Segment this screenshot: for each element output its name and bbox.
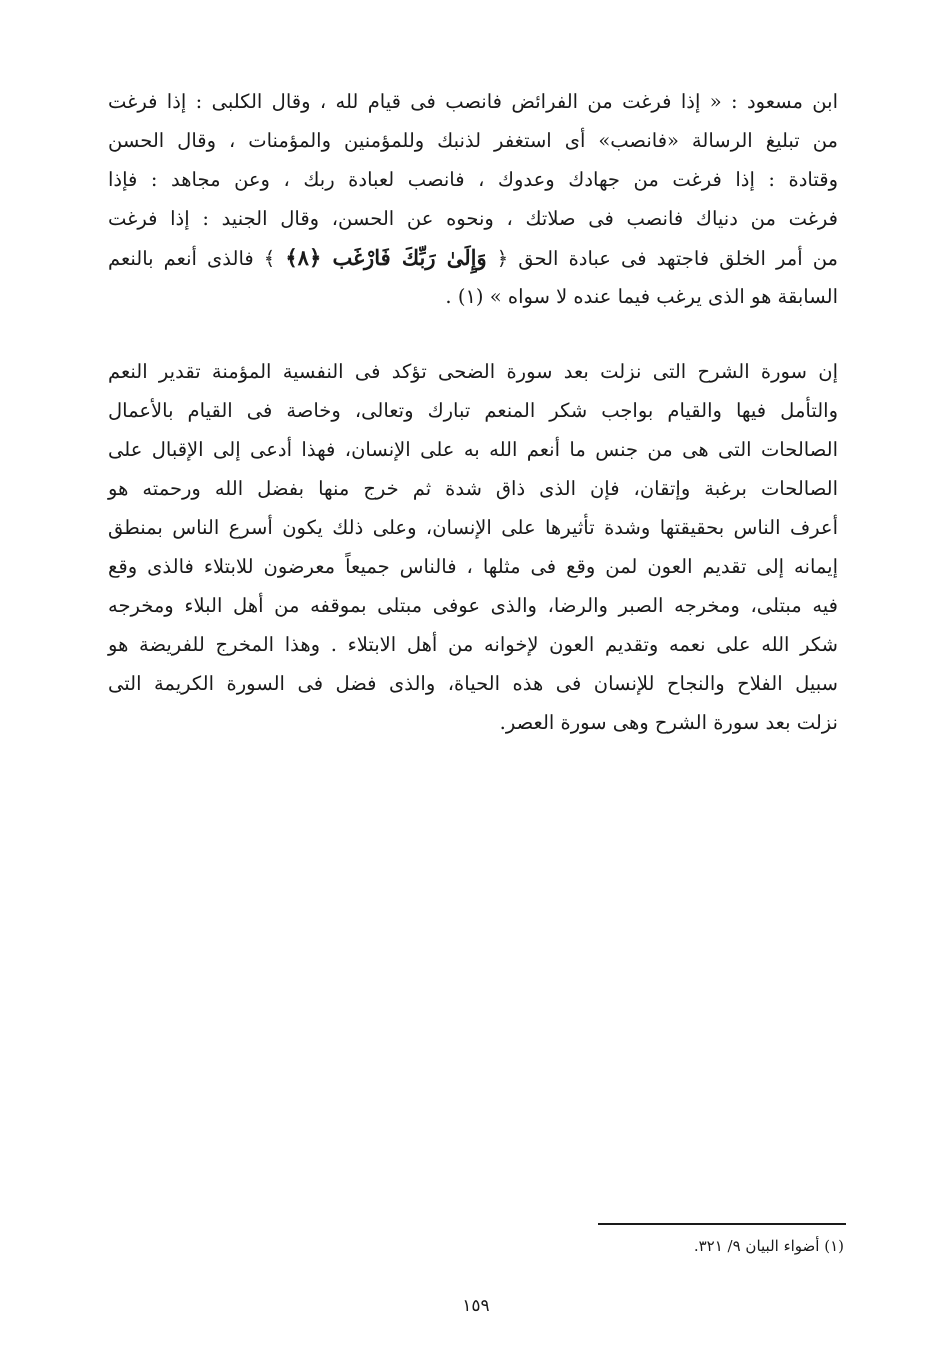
text-line: نزلت بعد سورة الشرح وهى سورة العصر. — [499, 711, 838, 734]
text-line: شكر الله على نعمه وتقديم العون لإخوانه من أهل الابتلاء . وهذا المخرج للفريضة هو — [108, 633, 838, 656]
text-line: وقتادة : إذا فرغت من جهادك وعدوك ، فانصب لعبادة ربك ، وعن مجاهد : فإذا — [108, 168, 838, 191]
paragraph-1 — [108, 82, 838, 316]
text-line: سبيل الفلاح والنجاح للإنسان فى هذه الحياة، والذى فضل فى السورة الكريمة التى — [108, 672, 838, 695]
text-segment: ﴾ فالذى أنعم بالنعم — [108, 247, 276, 270]
text-line: السابقة هو الذى يرغب فيما عنده لا سواه » (١) . — [445, 285, 838, 308]
text-line: فيه مبتلى، ومخرجه الصبر والرضا، والذى عوفى مبتلى بموقفه من أهل البلاء ومخرجه — [108, 594, 838, 617]
footnote-divider — [598, 1223, 846, 1225]
paragraph-2 — [108, 352, 838, 742]
text-line: إن سورة الشرح التى نزلت بعد سورة الضحى تؤكد فى النفسية المؤمنة تقدير النعم — [108, 360, 838, 383]
text-line: ابن مسعود : « إذا فرغت من الفرائض فانصب فى قيام لله ، وقال الكلبى : إذا فرغت — [108, 90, 838, 113]
page-number: ١٥٩ — [462, 1296, 490, 1316]
text-segment: من أمر الخلق فاجتهد فى عبادة الحق ﴿ — [496, 247, 838, 270]
text-line-with-quran-verse — [108, 238, 838, 277]
text-line: إيمانه إلى تقديم العون لمن وقع فى مثلها ، فالناس جميعاً معرضون للابتلاء فالذى وقع — [108, 555, 838, 578]
quran-verse: وَإِلَىٰ رَبِّكَ فَارْغَب ﴿٨﴾ — [285, 245, 487, 270]
text-line: الصالحات برغبة وإتقان، فإن الذى ذاق شدة ثم خرج منها بفضل الله ورحمته هو — [108, 477, 838, 500]
footnote: (١) أضواء البيان ٩/ ٣٢١. — [693, 1237, 844, 1255]
text-line: من تبليغ الرسالة «فانصب» أى استغفر لذنبك وللمؤمنين والمؤمنات ، وقال الحسن — [108, 129, 838, 152]
text-line: الصالحات التى هى من جنس ما أنعم الله به على الإنسان، فهذا أدعى إلى الإقبال على — [108, 438, 838, 461]
text-line: فرغت من دنياك فانصب فى صلاتك ، ونحوه عن الحسن، وقال الجنيد : إذا فرغت — [108, 207, 838, 230]
text-line: والتأمل فيها والقيام بواجب شكر المنعم تبارك وتعالى، وخاصة فى القيام بالأعمال — [108, 399, 838, 422]
text-line: أعرف الناس بحقيقتها وشدة تأثيرها على الإنسان، وعلى ذلك يكون أسرع الناس بمنطق — [108, 516, 838, 539]
